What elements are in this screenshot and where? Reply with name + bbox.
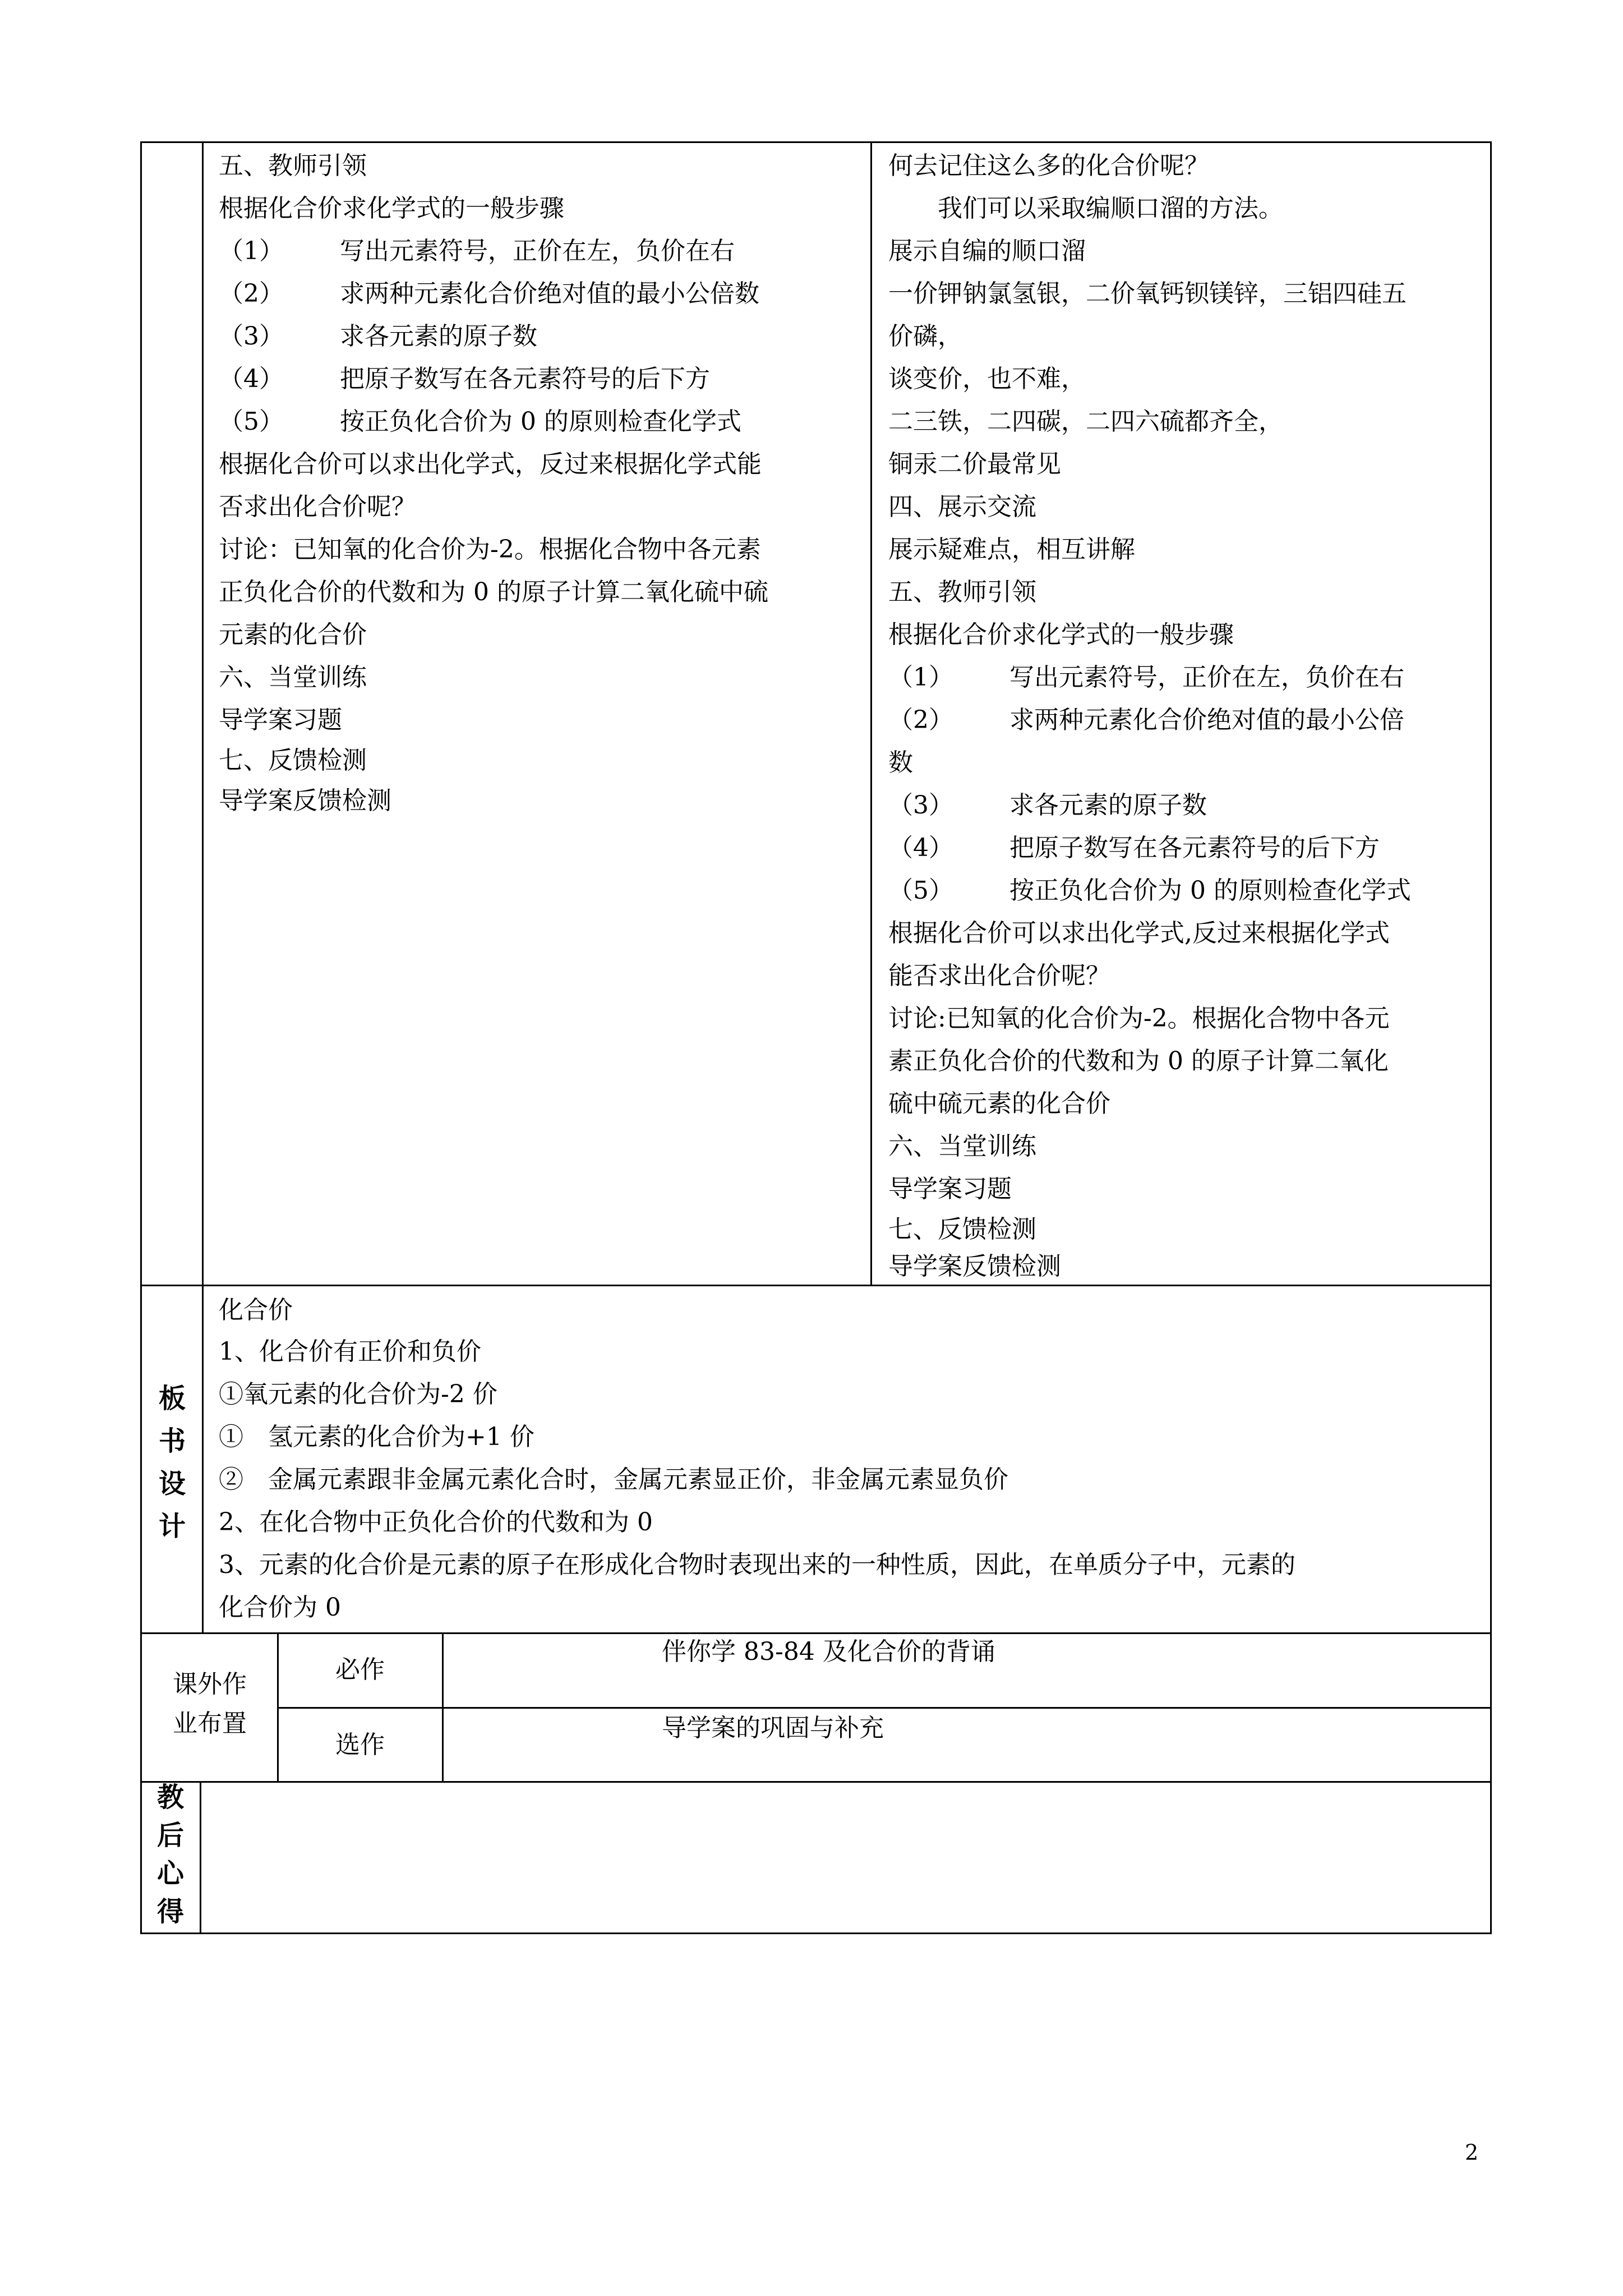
text-line: 导学案反馈检测 [219, 786, 391, 815]
text-line: 根据化合价求化学式的一般步骤 [888, 620, 1234, 649]
step-line: （3） 求各元素的原子数 [888, 791, 1207, 820]
text-line: 我们可以采取编顺口溜的方法。 [888, 194, 1283, 223]
reflection-label-divider [200, 1781, 201, 1934]
text-line: 六、当堂训练 [219, 663, 367, 692]
lesson-bottom-divider [140, 1285, 1492, 1286]
text-line: 何去记住这么多的化合价呢？ [888, 151, 1209, 180]
text-line: 否求出化合价呢？ [219, 493, 416, 521]
text-line: 讨论:已知氧的化合价为-2。根据化合物中各元 [888, 1004, 1390, 1033]
homework-middle-divider [278, 1707, 1492, 1709]
text-line: 化合价为 0 [219, 1593, 341, 1622]
text-line: 谈变价，也不难， [888, 365, 1086, 393]
text-line: 根据化合价可以求出化学式,反过来根据化学式 [888, 919, 1390, 947]
step-line: （5） 按正负化合价为 0 的原则检查化学式 [888, 876, 1411, 905]
text-line: 铜汞二价最常见 [888, 450, 1061, 478]
text-line: 3、元素的化合价是元素的原子在形成化合物时表现出来的一种性质，因此，在单质分子中，元素的 [219, 1550, 1295, 1579]
reflection-label: 教 后 心 得 [156, 1782, 184, 1927]
table-bottom-border [140, 1932, 1492, 1934]
step-line: （3） 求各元素的原子数 [219, 322, 537, 351]
text-line: ①氧元素的化合价为-2 价 [219, 1380, 497, 1409]
text-line: 五、教师引领 [219, 151, 367, 180]
step-line: （1） 写出元素符号，正价在左，负价在右 [219, 237, 735, 265]
optional-text: 导学案的巩固与补充 [662, 1714, 884, 1742]
step-line: （4） 把原子数写在各元素符号的后下方 [888, 834, 1380, 862]
step-line: （4） 把原子数写在各元素符号的后下方 [219, 365, 710, 393]
text-line: 讨论：已知氧的化合价为-2。根据化合物中各元素 [219, 535, 761, 564]
step-line: （2） 求两种元素化合价绝对值的最小公倍数 [219, 279, 759, 308]
optional-label: 选作 [335, 1731, 385, 1759]
text-line: 五、教师引领 [888, 578, 1036, 606]
text-line: ② 金属元素跟非金属元素化合时，金属元素显正价，非金属元素显负价 [219, 1465, 1008, 1494]
text-line: 四、展示交流 [888, 493, 1036, 521]
table-right-border [1490, 141, 1492, 1934]
homework-bottom-divider [140, 1781, 1492, 1783]
text-line: 根据化合价可以求出化学式，反过来根据化学式能 [219, 450, 762, 478]
table-top-border [140, 141, 1492, 143]
lesson-middle-divider [870, 141, 872, 1286]
text-line: 正负化合价的代数和为 0 的原子计算二氧化硫中硫 [219, 578, 768, 606]
text-line: 导学案反馈检测 [888, 1252, 1061, 1281]
text-line: 硫中硫元素的化合价 [888, 1089, 1110, 1118]
text-line: 能否求出化合价呢？ [888, 961, 1110, 990]
page-number: 2 [1465, 2140, 1479, 2165]
text-line: ① 氢元素的化合价为+1 价 [219, 1423, 534, 1451]
text-line: 价磷， [888, 322, 962, 351]
required-text: 伴你学 83-84 及化合价的背诵 [662, 1637, 995, 1666]
text-line: 数 [888, 748, 913, 777]
text-line: 导学案习题 [219, 706, 342, 734]
text-line: 2、在化合物中正负化合价的代数和为 0 [219, 1508, 653, 1536]
text-line: 展示自编的顺口溜 [888, 237, 1086, 265]
required-label: 必作 [335, 1655, 385, 1684]
table-left-border [140, 141, 142, 1934]
text-line: 六、当堂训练 [888, 1132, 1036, 1161]
text-line: 二三铁，二四碳，二四六硫都齐全， [888, 407, 1283, 436]
text-line: 素正负化合价的代数和为 0 的原子计算二氧化 [888, 1047, 1389, 1075]
text-line: 化合价 [219, 1296, 293, 1324]
step-line: （2） 求两种元素化合价绝对值的最小公倍 [888, 706, 1404, 734]
text-line: 展示疑难点，相互讲解 [888, 535, 1135, 564]
text-line: 七、反馈检测 [219, 746, 367, 775]
text-line: 一价钾钠氯氢银，二价氧钙钡镁锌，三铝四硅五 [888, 279, 1407, 308]
homework-label: 课外作 业布置 [173, 1670, 247, 1738]
text-line: 导学案习题 [888, 1175, 1012, 1203]
reflection-content [208, 1784, 1486, 1930]
text-line: 七、反馈检测 [888, 1215, 1036, 1244]
board-design-label: 板 书 设 计 [158, 1383, 186, 1542]
homework-type-divider [442, 1632, 444, 1782]
text-line: 1、化合价有正价和负价 [219, 1337, 481, 1366]
step-line: （5） 按正负化合价为 0 的原则检查化学式 [219, 407, 741, 436]
text-line: 根据化合价求化学式的一般步骤 [219, 194, 564, 223]
text-line: 元素的化合价 [219, 620, 367, 649]
step-line: （1） 写出元素符号，正价在左，负价在右 [888, 663, 1404, 692]
